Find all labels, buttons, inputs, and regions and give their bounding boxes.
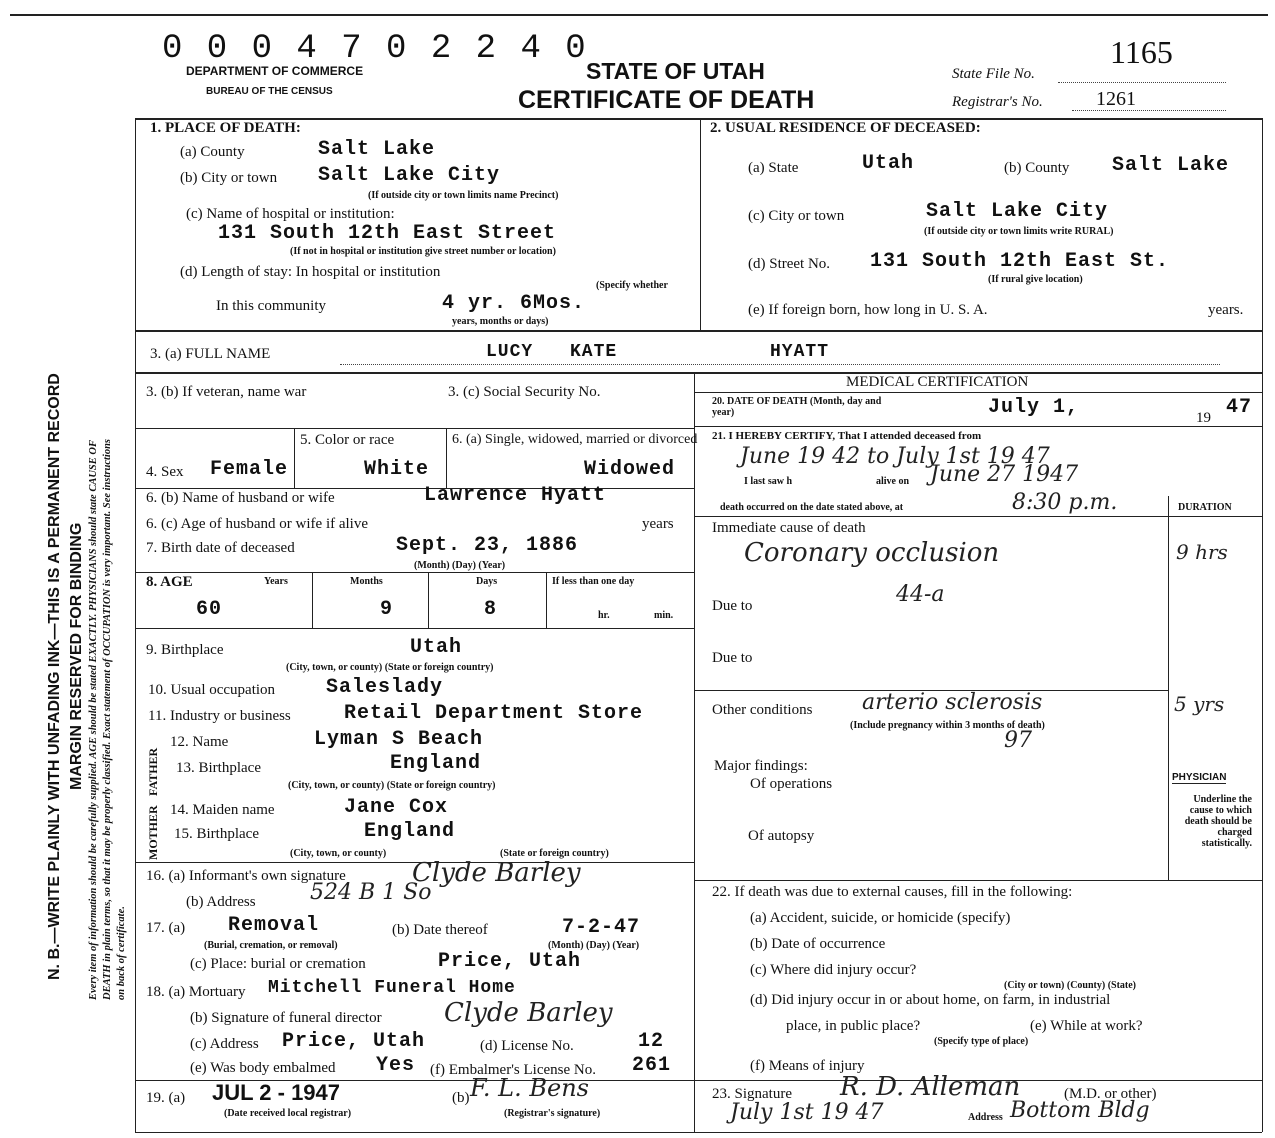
age-div-3 (546, 572, 547, 628)
mortuary-label: 18. (a) Mortuary (146, 984, 246, 1000)
signature-label: 23. Signature (712, 1086, 792, 1102)
divider-before-cause (694, 516, 1262, 517)
burial-note: (Burial, cremation, or removal) (204, 940, 338, 951)
county-value: Salt Lake (318, 138, 436, 161)
signature-date: July 1st 19 47 (730, 1100, 884, 1125)
city-value: Salt Lake City (318, 164, 501, 187)
years-label: Years (264, 576, 288, 587)
occurred-label: death occurred on the date stated above, at (720, 502, 904, 513)
county-label: (a) County (180, 144, 245, 160)
res-city-label: (c) City or town (748, 208, 845, 224)
form-bottom-border (135, 1132, 1262, 1133)
place-of-death-heading: 1. PLACE OF DEATH: (150, 120, 301, 136)
ssn-label: 3. (c) Social Security No. (448, 384, 601, 400)
marital-value: Widowed (584, 458, 676, 481)
due-to-value: 44-a (896, 582, 945, 607)
birth-date-value: Sept. 23, 1886 (396, 534, 579, 557)
full-name-label: 3. (a) FULL NAME (150, 346, 271, 362)
received-note: (Date received local registrar) (224, 1108, 352, 1119)
full-name-line (340, 364, 1220, 365)
certify-label: 21. I HEREBY CERTIFY, That I attended deceased from (712, 430, 982, 442)
physician-note: Underline the cause to which death should be charged statistically. (1184, 794, 1252, 849)
license-value: 12 (638, 1030, 665, 1053)
funeral-director-signature: Clyde Barley (444, 998, 613, 1028)
main-divider (694, 372, 695, 1132)
informant-addr-label: (b) Address (186, 894, 256, 910)
other-conditions-label: Other conditions (712, 702, 813, 718)
res-city-note: (If outside city or town limits write RURAL) (924, 226, 1114, 237)
alive-on-value: June 27 1947 (930, 462, 1079, 487)
birth-date-note: (Month) (Day) (Year) (414, 560, 506, 571)
father-bp-note: (City, town, or county) (State or foreign country) (288, 780, 496, 791)
immediate-cause-value: Coronary occlusion (744, 538, 1000, 568)
divider-death-date (694, 426, 1262, 427)
sex-value: Female (210, 458, 289, 481)
external-d-note: (Specify type of place) (934, 1036, 1029, 1047)
spouse-age-suffix: years (642, 516, 674, 532)
birth-date-label: 7. Birth date of deceased (146, 540, 295, 556)
occupation-label: 10. Usual occupation (148, 682, 276, 698)
res-city-value: Salt Lake City (926, 200, 1109, 223)
birthplace-value: Utah (410, 636, 463, 659)
form-left-border (135, 118, 136, 1132)
registrar-number: 1261 (1096, 88, 1136, 110)
external-c: (c) Where did injury occur? (750, 962, 917, 978)
res-county-label: (b) County (1004, 160, 1070, 176)
age-div-2 (428, 572, 429, 628)
res-state-value: Utah (862, 152, 915, 175)
first-name: LUCY (486, 342, 534, 362)
major-findings-label: Major findings: (714, 758, 808, 774)
margin-reserved: MARGIN RESERVED FOR BINDING (68, 522, 85, 790)
age-months: 9 (380, 598, 394, 621)
res-foreign-label: (e) If foreign born, how long in U. S. A. (748, 302, 988, 318)
embalmed-label: (e) Was body embalmed (190, 1060, 336, 1076)
sex-race-divider (294, 428, 295, 488)
mother-name-value: Jane Cox (344, 796, 449, 819)
registrar-sig-label: (b) (452, 1090, 470, 1106)
immediate-cause-label: Immediate cause of death (712, 520, 866, 536)
industry-value: Retail Department Store (344, 702, 644, 725)
operations-label: Of operations (750, 776, 833, 792)
hospital-value: 131 South 12th East Street (218, 222, 557, 245)
physician-tag: PHYSICIAN (1172, 772, 1227, 783)
registrar-signature: F. L. Bens (470, 1074, 589, 1102)
father-bp-value: England (390, 752, 482, 775)
specify-note: (Specify whether (596, 280, 668, 291)
occurred-time: 8:30 p.m. (1012, 490, 1118, 515)
community-note: years, months or days) (452, 316, 549, 327)
external-e: (e) While at work? (1030, 1018, 1143, 1034)
father-bp-label: 13. Birthplace (176, 760, 261, 776)
divider-before-age (135, 572, 694, 573)
veteran-label: 3. (b) If veteran, name war (146, 384, 307, 400)
father-name-value: Lyman S Beach (314, 728, 484, 751)
burial-date-label: (b) Date thereof (392, 922, 488, 938)
divider-before-22 (694, 880, 1262, 881)
department: DEPARTMENT OF COMMERCE (186, 64, 364, 78)
physician-signature: R. D. Alleman (840, 1072, 1021, 1102)
serial-number: 0 0 0 4 7 0 2 2 4 0 (162, 30, 588, 68)
state-file-line (1058, 82, 1226, 83)
spouse-label: 6. (b) Name of husband or wife (146, 490, 335, 506)
months-label: Months (350, 576, 383, 587)
mortuary-value: Mitchell Funeral Home (268, 978, 516, 998)
due-to-label: Due to (712, 598, 753, 614)
external-a: (a) Accident, suicide, or homicide (specify) (750, 910, 1011, 926)
mother-tag: MOTHER (146, 805, 160, 860)
burial-label: 17. (a) (146, 920, 186, 936)
external-d: (d) Did injury occur in or about home, on farm, in industrial (750, 992, 1111, 1008)
duration-label: DURATION (1178, 502, 1232, 513)
mortuary-addr-value: Price, Utah (282, 1030, 426, 1053)
other-duration: 5 yrs (1174, 692, 1225, 716)
middle-name: KATE (570, 342, 618, 362)
form-right-border (1262, 118, 1263, 1132)
occupation-value: Saleslady (326, 676, 444, 699)
divider-after-name (135, 372, 1262, 374)
alive-on-label: alive on (876, 476, 910, 487)
state-file-label: State File No. (952, 66, 1035, 82)
race-value: White (364, 458, 430, 481)
external-b: (b) Date of occurrence (750, 936, 886, 952)
other-note: (Include pregnancy within 3 months of death) (850, 720, 1045, 731)
industry-label: 11. Industry or business (148, 708, 291, 724)
margin-instructions-2: DEATH in plain terms, so that it may be properly classified. Exact statement of OCCUPATION is very important. See instructions (102, 439, 113, 1000)
burial-place-value: Price, Utah (438, 950, 582, 973)
city-note: (If outside city or town limits name Precinct) (368, 190, 559, 201)
death-date-value: July 1, (988, 396, 1080, 419)
funeral-director-label: (b) Signature of funeral director (190, 1010, 382, 1026)
burial-place-label: (c) Place: burial or cremation (190, 956, 366, 972)
mother-name-label: 14. Maiden name (170, 802, 275, 818)
medical-heading: MEDICAL CERTIFICATION (846, 374, 1029, 390)
race-marital-divider (446, 428, 447, 488)
duration-divider (1168, 496, 1169, 880)
external-c-note: (City or town) (County) (State) (1004, 980, 1137, 991)
other-code: 97 (1004, 728, 1032, 753)
embalmer-value: 261 (632, 1054, 672, 1077)
divider-after-veteran (135, 428, 694, 429)
last-name: HYATT (770, 342, 830, 362)
last-saw-label: I last saw h (744, 476, 793, 487)
residence-heading: 2. USUAL RESIDENCE OF DECEASED: (710, 120, 981, 136)
days-label: Days (476, 576, 498, 587)
registrar-note: (Registrar's signature) (504, 1108, 601, 1119)
birthplace-note: (City, town, or county) (State or foreign country) (286, 662, 494, 673)
age-label: 8. AGE (146, 574, 193, 590)
age-years: 60 (196, 598, 223, 621)
father-name-label: 12. Name (170, 734, 229, 750)
certificate-title: CERTIFICATE OF DEATH (518, 86, 815, 114)
external-f: (f) Means of injury (750, 1058, 865, 1074)
divider-top-sections (700, 118, 701, 330)
marital-label: 6. (a) Single, widowed, married or divorced (452, 432, 698, 447)
margin-binding-note: N. B.—WRITE PLAINLY WITH UNFADING INK—THIS IS A PERMANENT RECORD (46, 373, 63, 980)
attended-dates: June 19 42 to July 1st 19 47 (740, 444, 1050, 469)
hospital-note: (If not in hospital or institution give street number or location) (290, 246, 556, 257)
res-street-value: 131 South 12th East St. (870, 250, 1170, 273)
mother-bp-note-1: (City, town, or county) (290, 848, 387, 859)
margin-instructions-3: on back of certificate. (116, 906, 127, 1000)
informant-signature: Clyde Barley (412, 858, 581, 888)
spouse-age-label: 6. (c) Age of husband or wife if alive (146, 516, 369, 532)
physician-address-value: Bottom Bldg (1010, 1098, 1150, 1123)
embalmer-label: (f) Embalmer's License No. (430, 1062, 596, 1078)
divider-after-sec1 (135, 330, 1262, 332)
informant-sig-label: 16. (a) Informant's own signature (146, 868, 346, 884)
mother-bp-value: England (364, 820, 456, 843)
res-state-label: (a) State (748, 160, 799, 176)
death-date-label: 20. DATE OF DEATH (Month, day and year) (712, 396, 882, 418)
res-street-note: (If rural give location) (988, 274, 1083, 285)
margin-instructions-1: Every item of information should be carefully supplied. AGE should be stated EXACTLY. PHYSICIANS should state CAUSE OF (88, 440, 99, 1000)
form-top-border (135, 118, 1262, 120)
hospital-label: (c) Name of hospital or institution: (186, 206, 395, 222)
mother-bp-note-2: (State or foreign country) (500, 848, 609, 859)
res-foreign-suffix: years. (1208, 302, 1244, 318)
physician-address-label: Address (968, 1112, 1003, 1123)
age-days: 8 (484, 598, 498, 621)
md-label: (M.D. or other) (1064, 1086, 1157, 1102)
res-county-value: Salt Lake (1112, 154, 1230, 177)
top-border (10, 14, 1268, 16)
death-year-prefix: 19 (1196, 410, 1211, 426)
external-heading: 22. If death was due to external causes, fill in the following: (712, 884, 1073, 900)
divider-after-sex (135, 488, 694, 489)
autopsy-label: Of autopsy (748, 828, 815, 844)
state-title: STATE OF UTAH (586, 58, 765, 84)
immediate-duration: 9 hrs (1176, 540, 1228, 564)
received-date-stamp: JUL 2 - 1947 (212, 1080, 341, 1105)
received-label: 19. (a) (146, 1090, 186, 1106)
spouse-value: Lawrence Hyatt (424, 484, 607, 507)
state-file-number: 1165 (1110, 34, 1173, 70)
death-year-value: 47 (1226, 396, 1253, 419)
divider-medical-head (694, 392, 1262, 393)
sex-label: 4. Sex (146, 464, 184, 480)
less-than-day-label: If less than one day (552, 576, 635, 587)
hr-label: hr. (598, 610, 610, 621)
stay-label: (d) Length of stay: In hospital or institution (180, 264, 441, 280)
informant-addr-value: 524 B 1 So (310, 880, 432, 905)
father-tag: FATHER (146, 747, 160, 796)
registrar-label: Registrar's No. (952, 94, 1043, 110)
race-label: 5. Color or race (300, 432, 395, 448)
mortuary-addr-label: (c) Address (190, 1036, 259, 1052)
due-to-2-label: Due to (712, 650, 753, 666)
birthplace-label: 9. Birthplace (146, 642, 224, 658)
min-label: min. (654, 610, 674, 621)
registrar-line (1072, 110, 1226, 111)
other-conditions-value: arterio sclerosis (862, 690, 1043, 715)
license-label: (d) License No. (480, 1038, 574, 1054)
mother-bp-label: 15. Birthplace (174, 826, 259, 842)
divider-after-age (135, 628, 694, 629)
city-label: (b) City or town (180, 170, 278, 186)
burial-date-value: 7-2-47 (562, 916, 641, 939)
community-label: In this community (216, 298, 326, 314)
age-div-1 (312, 572, 313, 628)
community-value: 4 yr. 6Mos. (442, 292, 586, 315)
res-street-label: (d) Street No. (748, 256, 831, 272)
embalmed-value: Yes (376, 1054, 416, 1077)
burial-value: Removal (228, 914, 320, 937)
bureau: BUREAU OF THE CENSUS (206, 86, 333, 97)
external-d2: place, in public place? (786, 1018, 921, 1034)
burial-date-note: (Month) (Day) (Year) (548, 940, 640, 951)
